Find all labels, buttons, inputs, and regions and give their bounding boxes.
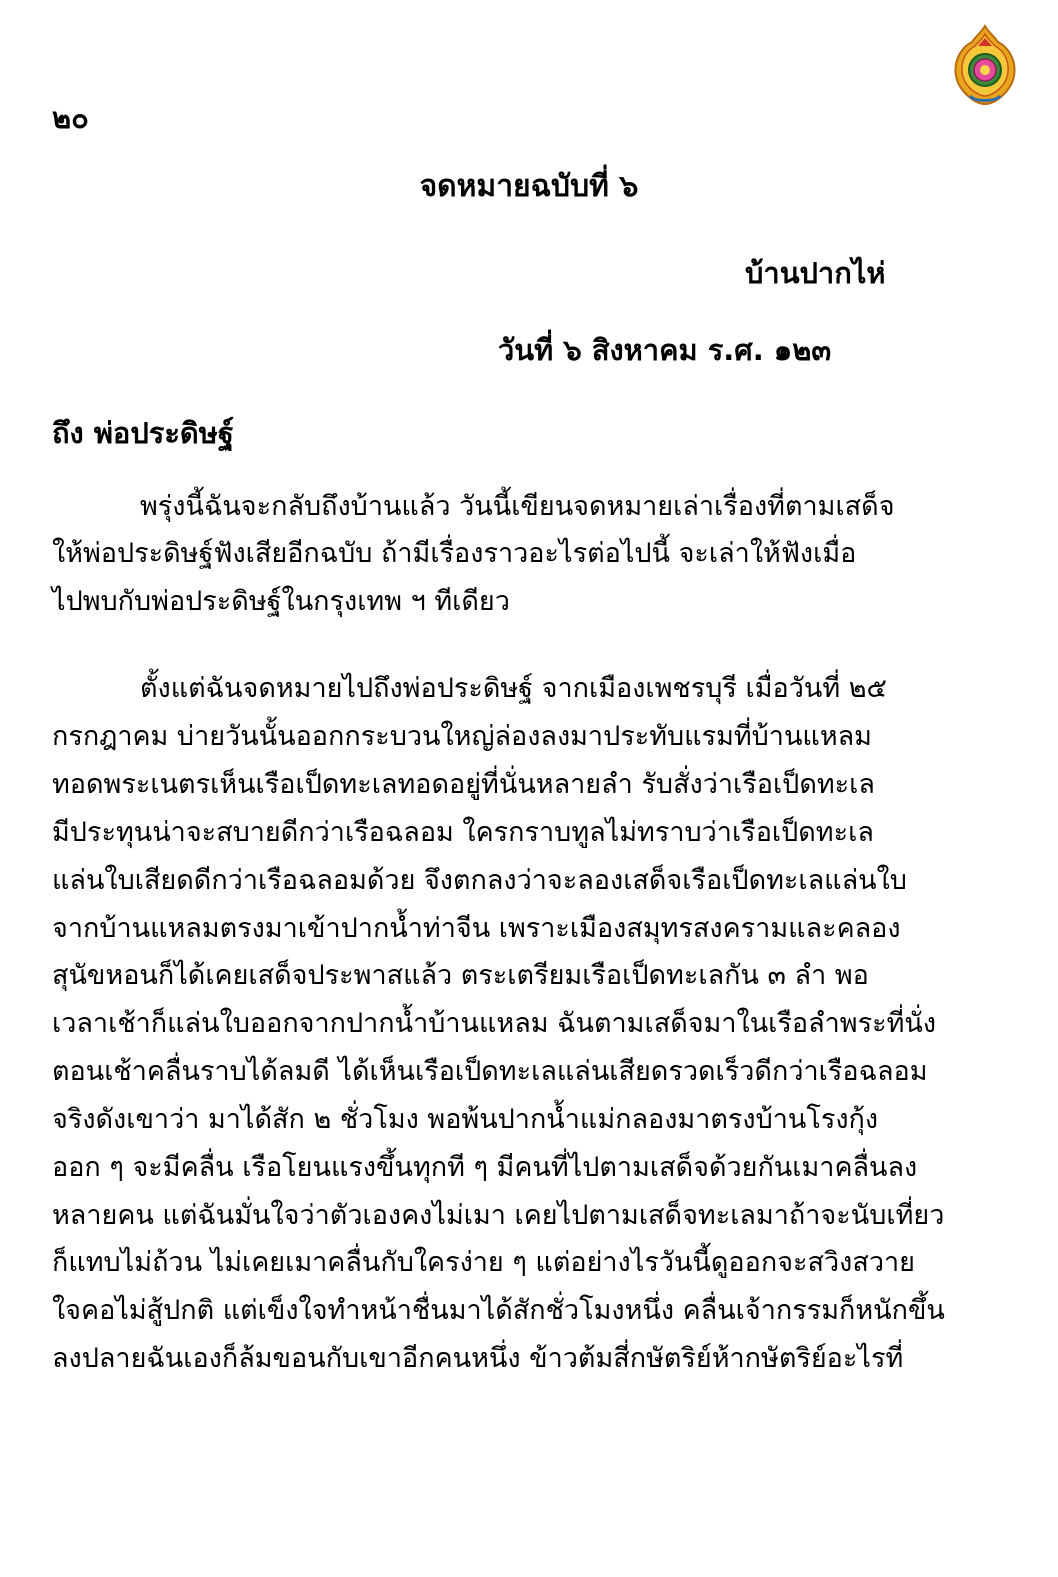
text-line: ทอดพระเนตรเห็นเรือเป็ดทะเลทอดอยู่ที่นั่นหลายลำ รับสั่งว่าเรือเป็ดทะเล	[52, 769, 875, 800]
text-line: ไปพบกับพ่อประดิษฐ์ในกรุงเทพ ฯ ทีเดียว	[52, 586, 510, 617]
page-number: ๒๐	[52, 101, 89, 135]
text-line: กรกฎาคม บ่ายวันนั้นออกกระบวนใหญ่ล่องลงมาประทับแรมที่บ้านแหลม	[52, 721, 872, 752]
text-line: พรุ่งนี้ฉันจะกลับถึงบ้านแล้ว วันนี้เขียนจดหมายเล่าเรื่องที่ตามเสด็จ	[140, 491, 895, 522]
text-line: หลายคน แต่ฉันมั่นใจว่าตัวเองคงไม่เมา เคยไปตามเสด็จทะเลมาถ้าจะนับเที่ยว	[52, 1200, 945, 1231]
text-line: แล่นใบเสียดดีกว่าเรือฉลอมด้วย จึงตกลงว่าจะลองเสด็จเรือเป็ดทะเลแล่นใบ	[52, 865, 907, 896]
text-line: ออก ๆ จะมีคลื่น เรือโยนแรงขึ้นทุกที ๆ มีคนที่ไปตามเสด็จด้วยกันเมาคลื่นลง	[52, 1152, 918, 1183]
text-line: มีประทุนน่าจะสบายดีกว่าเรือฉลอม ใครกราบทูลไม่ทราบว่าเรือเป็ดทะเล	[52, 817, 874, 848]
letter-salutation: ถึง พ่อประดิษฐ์	[52, 416, 234, 450]
letter-place: บ้านปากไห่	[745, 256, 886, 290]
letter-date: วันที่ ๖ สิงหาคม ร.ศ. ๑๒๓	[498, 333, 832, 367]
text-line: ตั้งแต่ฉันจดหมายไปถึงพ่อประดิษฐ์ จากเมืองเพชรบุรี เมื่อวันที่ ๒๕	[140, 673, 887, 704]
text-line: จากบ้านแหลมตรงมาเข้าปากน้ำท่าจีน เพราะเมืองสมุทรสงครามและคลอง	[52, 913, 901, 944]
text-line: ใจคอไม่สู้ปกติ แต่เข็งใจทำหน้าชื่นมาได้สักชั่วโมงหนึ่ง คลื่นเจ้ากรรมก็หนักขึ้น	[52, 1295, 945, 1326]
thai-ministry-emblem-icon	[950, 24, 1020, 106]
text-line: ตอนเช้าคลื่นราบได้ลมดี ได้เห็นเรือเป็ดทะเลแล่นเสียดรวดเร็วดีกว่าเรือฉลอม	[52, 1056, 928, 1087]
text-line: จริงดังเขาว่า มาได้สัก ๒ ชั่วโมง พอพ้นปากน้ำแม่กลองมาตรงบ้านโรงกุ้ง	[52, 1104, 879, 1135]
text-line: ลงปลายฉันเองก็ล้มขอนกับเขาอีกคนหนึ่ง ข้าวต้มสี่กษัตริย์ห้ากษัตริย์อะไรที่	[52, 1343, 904, 1374]
text-line: สุนัขหอนก็ได้เคยเสด็จประพาสแล้ว ตระเตรียมเรือเป็ดทะเลกัน ๓ ลำ พอ	[52, 960, 869, 991]
text-line: ให้พ่อประดิษฐ์ฟังเสียอีกฉบับ ถ้ามีเรื่องราวอะไรต่อไปนี้ จะเล่าให้ฟังเมื่อ	[52, 538, 857, 569]
letter-title: จดหมายฉบับที่ ๖	[419, 169, 639, 204]
text-line: ก็แทบไม่ถ้วน ไม่เคยเมาคลื่นกับใครง่าย ๆ แต่อย่างไรวันนี้ดูออกจะสวิงสวาย	[52, 1247, 915, 1278]
text-line: เวลาเช้าก็แล่นใบออกจากปากน้ำบ้านแหลม ฉันตามเสด็จมาในเรือลำพระที่นั่ง	[52, 1008, 937, 1039]
